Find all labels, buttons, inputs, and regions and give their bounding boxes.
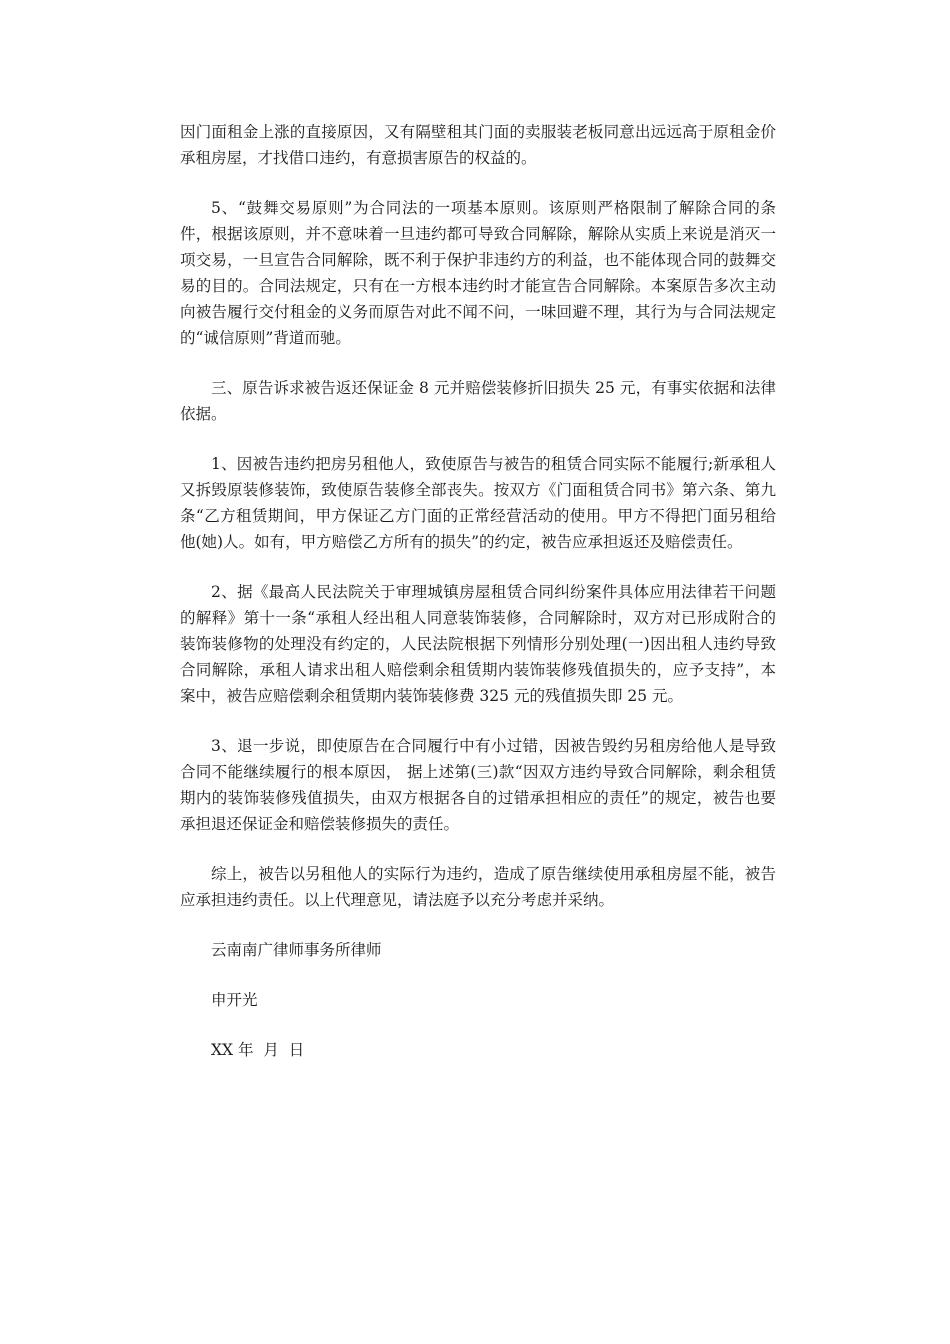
paragraph-point-2: 2、据《最高人民法院关于审理城镇房屋租赁合同纠纷案件具体应用法律若干问题的解释》第十一条“承租人经出租人同意装饰装修，合同解除时，双方对已形成附合的装饰装修物的处理没有约定的，人民法院根据下列情形分别处理(一)因出租人违约导致合同解除，承租人请求出租人赔偿剩余租赁期内装饰装修残值损失的，应予支持”，本案中，被告应赔偿剩余租赁期内装饰装修费 325 元的残值损失即 25 元。 [180, 583, 776, 705]
signature-name: 申开光 [211, 991, 258, 1009]
paragraph-section-3: 三、原告诉求被告返还保证金 8 元并赔偿装修折旧损失 25 元，有事实依据和法律依据。 [180, 379, 776, 423]
document-page [180, 119, 776, 1087]
paragraph-conclusion: 综上，被告以另租他人的实际行为违约，造成了原告继续使用承租房屋不能，被告应承担违约责任。以上代理意见，请法庭予以充分考虑并采纳。 [180, 865, 776, 909]
paragraph-continuation: 因门面租金上涨的直接原因，又有隔壁租其门面的卖服装老板同意出远远高于原租金价承租房屋，才找借口违约，有意损害原告的权益的。 [180, 123, 776, 167]
signature-firm: 云南南广律师事务所律师 [211, 941, 382, 959]
paragraph-point-1: 1、因被告违约把房另租他人，致使原告与被告的租赁合同实际不能履行;新承租人又拆毁原装修装饰，致使原告装修全部丧失。按双方《门面租赁合同书》第六条、第九条“乙方租赁期间，甲方保证乙方门面的正常经营活动的使用。甲方不得把门面另租给他(她)人。如有，甲方赔偿乙方所有的损失”的约定，被告应承担返还及赔偿责任。 [180, 455, 776, 551]
signature-date: XX 年 月 日 [211, 1041, 305, 1059]
paragraph-point-3: 3、退一步说，即使原告在合同履行中有小过错，因被告毁约另租房给他人是导致合同不能继续履行的根本原因， 据上述第(三)款“因双方违约导致合同解除，剩余租赁期内的装饰装修残值损失，由双方根据各自的过错承担相应的责任”的规定，被告也要承担退还保证金和赔偿装修损失的责任。 [180, 737, 776, 833]
paragraph-point-5: 5、“鼓舞交易原则”为合同法的一项基本原则。该原则严格限制了解除合同的条件，根据该原则，并不意味着一旦违约都可导致合同解除，解除从实质上来说是消灭一项交易，一旦宣告合同解除，既不利于保护非违约方的利益，也不能体现合同的鼓舞交易的目的。合同法规定，只有在一方根本违约时才能宣告合同解除。本案原告多次主动向被告履行交付租金的义务而原告对此不闻不问，一味回避不理，其行为与合同法规定的“诚信原则”背道而驰。 [180, 199, 776, 347]
